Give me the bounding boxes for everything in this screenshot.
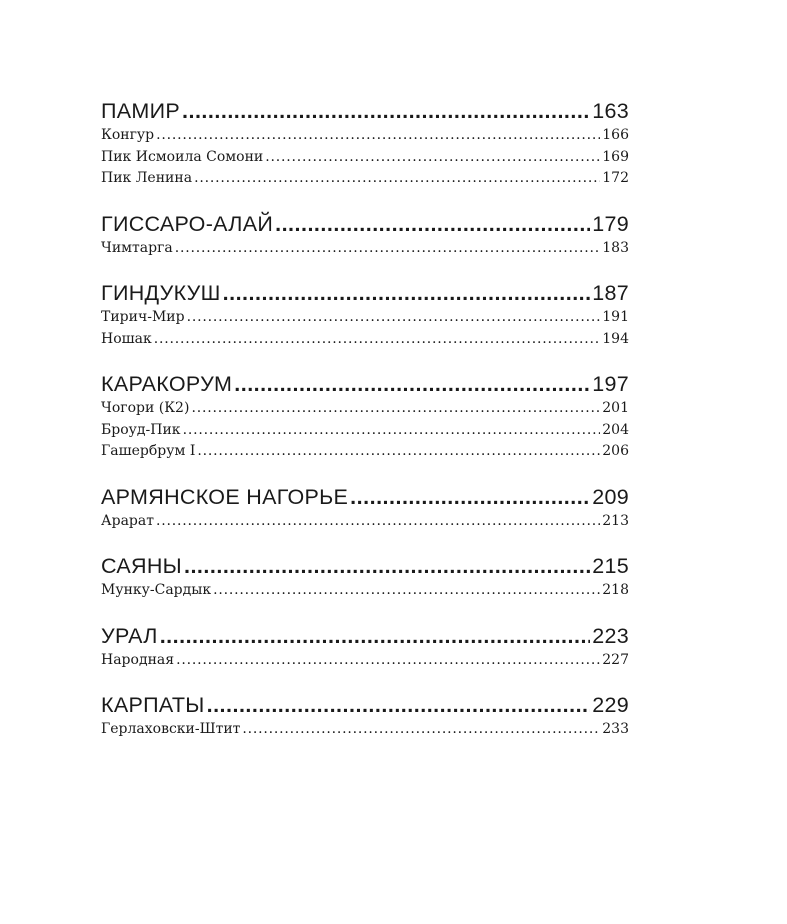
toc-section-gissaro-alai: [101, 211, 629, 260]
entry-page-number: 191: [602, 309, 629, 325]
dot-leader: [184, 553, 590, 580]
toc-entry[interactable]: [101, 168, 629, 190]
entry-title: Герлаховски-Штит: [101, 721, 241, 737]
section-title: ГИНДУКУШ: [101, 281, 221, 305]
toc-entry[interactable]: [101, 398, 629, 420]
section-page-number: 187: [592, 281, 629, 305]
dot-leader: [176, 650, 600, 672]
section-page-number: 179: [592, 211, 629, 236]
toc-entry[interactable]: [101, 125, 629, 147]
section-title: КАРАКОРУМ: [101, 372, 233, 396]
dot-leader: [160, 623, 591, 650]
dot-leader: [182, 98, 590, 125]
dot-leader: [213, 580, 600, 602]
table-of-contents: [101, 98, 629, 741]
toc-section-karpaty: [101, 692, 629, 741]
section-heading[interactable]: [101, 211, 629, 238]
entry-page-number: 206: [602, 443, 629, 459]
entry-page-number: 166: [602, 127, 629, 143]
entry-title: Арарат: [101, 512, 154, 529]
entry-page-number: 194: [602, 330, 629, 347]
section-heading[interactable]: [101, 692, 629, 719]
section-heading[interactable]: [101, 371, 629, 398]
dot-leader: [191, 398, 600, 420]
section-page-number: 229: [592, 693, 629, 717]
entry-page-number: 201: [602, 400, 629, 416]
entry-title: Гашербрум I: [101, 443, 196, 459]
section-page-number: 209: [592, 484, 629, 509]
toc-entry[interactable]: [101, 307, 629, 329]
entry-title: Народная: [101, 651, 175, 668]
toc-entry[interactable]: [101, 441, 629, 463]
entry-page-number: 218: [602, 582, 629, 598]
toc-entry[interactable]: [101, 420, 629, 442]
dot-leader: [156, 125, 600, 147]
section-title: САЯНЫ: [101, 554, 182, 578]
toc-entry[interactable]: [101, 238, 629, 260]
dot-leader: [242, 719, 600, 741]
section-title: КАРПАТЫ: [101, 693, 205, 717]
section-title: ПАМИР: [101, 99, 180, 123]
toc-entry[interactable]: [101, 511, 629, 533]
entry-page-number: 213: [602, 512, 629, 529]
entry-title: Пик Ленина: [101, 170, 193, 186]
entry-page-number: 204: [602, 421, 629, 438]
dot-leader: [350, 484, 590, 511]
entry-title: Пик Исмоила Сомони: [101, 148, 264, 165]
toc-section-hindukush: [101, 280, 629, 350]
toc-section-karakorum: [101, 371, 629, 463]
dot-leader: [194, 168, 600, 190]
dot-leader: [207, 692, 591, 719]
toc-entry[interactable]: [101, 719, 629, 741]
section-page-number: 163: [592, 99, 629, 123]
entry-title: Тирич-Мир: [101, 309, 185, 325]
toc-section-ural: [101, 623, 629, 672]
section-title: ГИССАРО-АЛАЙ: [101, 211, 274, 236]
section-heading[interactable]: [101, 484, 629, 511]
toc-entry[interactable]: [101, 580, 629, 602]
dot-leader: [275, 211, 590, 238]
dot-leader: [265, 147, 600, 169]
dot-leader: [156, 511, 600, 533]
entry-title: Чогори (К2): [101, 400, 190, 416]
entry-title: Конгур: [101, 127, 155, 143]
dot-leader: [223, 280, 591, 307]
entry-page-number: 169: [602, 148, 629, 165]
dot-leader: [187, 307, 601, 329]
section-page-number: 197: [592, 372, 629, 396]
section-heading[interactable]: [101, 553, 629, 580]
section-heading[interactable]: [101, 623, 629, 650]
entry-title: Броуд-Пик: [101, 421, 181, 438]
toc-section-sayany: [101, 553, 629, 602]
section-heading[interactable]: [101, 280, 629, 307]
entry-page-number: 183: [602, 239, 629, 256]
section-heading[interactable]: [101, 98, 629, 125]
dot-leader: [183, 420, 601, 442]
section-page-number: 215: [592, 554, 629, 578]
entry-page-number: 233: [602, 721, 629, 737]
dot-leader: [154, 329, 601, 351]
toc-entry[interactable]: [101, 650, 629, 672]
dot-leader: [234, 371, 590, 398]
toc-entry[interactable]: [101, 147, 629, 169]
entry-page-number: 227: [602, 651, 629, 668]
toc-section-pamir: [101, 98, 629, 190]
section-title: УРАЛ: [101, 623, 158, 648]
toc-entry[interactable]: [101, 329, 629, 351]
entry-page-number: 172: [602, 170, 629, 186]
dot-leader: [175, 238, 600, 260]
toc-section-armenian-highlands: [101, 484, 629, 533]
entry-title: Мунку-Сардык: [101, 582, 212, 598]
dot-leader: [197, 441, 600, 463]
section-page-number: 223: [592, 623, 629, 648]
entry-title: Чимтарга: [101, 239, 173, 256]
section-title: АРМЯНСКОЕ НАГОРЬЕ: [101, 484, 349, 509]
entry-title: Ношак: [101, 330, 152, 347]
